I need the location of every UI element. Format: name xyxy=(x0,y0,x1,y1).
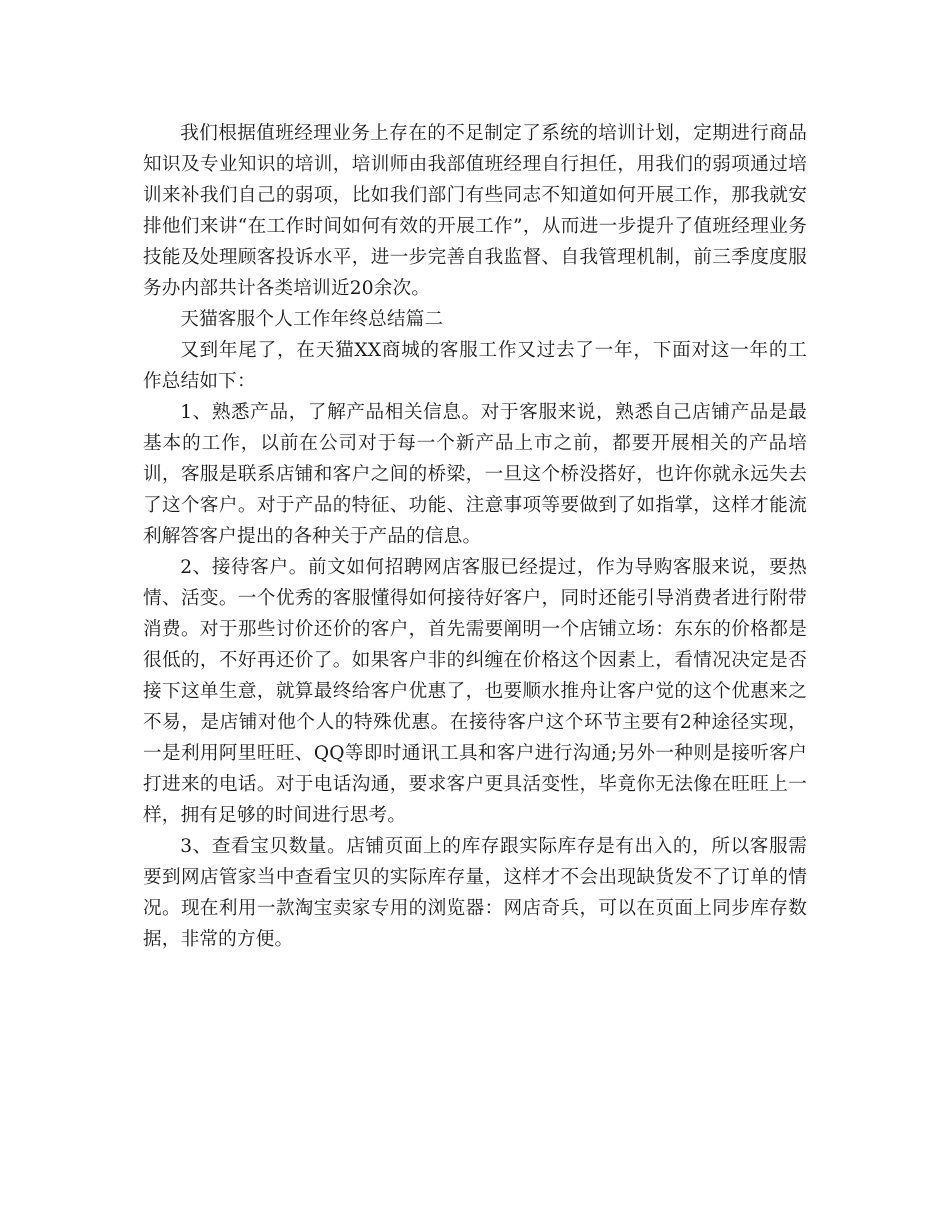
paragraph-intro: 又到年尾了，在天猫XX商城的客服工作又过去了一年，下面对这一年的工作总结如下： xyxy=(143,340,807,392)
paragraph-point-1: 1、熟悉产品，了解产品相关信息。对于客服来说，熟悉自己店铺产品是最基本的工作，以前在公司对于每一个新产品上市之前，都要开展相关的产品培训，客服是联系店铺和客户之间的桥梁，一旦这个桥没搭好，也许你就永远失去了这个客户。对于产品的特征、功能、注意事项等要做到了如指掌，这样才能流利解答客户提出的各种关于产品的信息。 xyxy=(143,402,807,547)
paragraph-point-3: 3、查看宝贝数量。店铺页面上的库存跟实际库存是有出入的，所以客服需要到网店管家当中查看宝贝的实际库存量，这样才不会出现缺货发不了订单的情况。现在利用一款淘宝卖家专用的浏览器：网店奇兵，可以在页面上同步库存数据，非常的方便。 xyxy=(143,836,807,950)
document-page xyxy=(143,118,807,955)
paragraph-training: 我们根据值班经理业务上存在的不足制定了系统的培训计划，定期进行商品知识及专业知识的培训，培训师由我部值班经理自行担任，用我们的弱项通过培训来补我们自己的弱项，比如我们部门有些同志不知道如何开展工作，那我就安排他们来讲“在工作时间如何有效的开展工作”，从而进一步提升了值班经理业务技能及处理顾客投诉水平，进一步完善自我监督、自我管理机制，前三季度度服务办内部共计各类培训近20余次。 xyxy=(143,123,807,299)
paragraph-point-2: 2、接待客户。前文如何招聘网店客服已经提过，作为导购客服来说，要热情、活变。一个优秀的客服懂得如何接待好客户，同时还能引导消费者进行附带消费。对于那些讨价还价的客户，首先需要阐明一个店铺立场：东东的价格都是很低的，不好再还价了。如果客户非的纠缠在价格这个因素上，看情况决定是否接下这单生意，就算最终给客户优惠了，也要顺水推舟让客户觉的这个优惠来之不易，是店铺对他个人的特殊优惠。在接待客户这个环节主要有2种途径实现，一是利用阿里旺旺、QQ等即时通讯工具和客户进行沟通;另外一种则是接听客户打进来的电话。对于电话沟通，要求客户更具活变性，毕竟你无法像在旺旺上一样，拥有足够的时间进行思考。 xyxy=(143,557,807,826)
section-heading: 天猫客服个人工作年终总结篇二 xyxy=(180,309,444,330)
